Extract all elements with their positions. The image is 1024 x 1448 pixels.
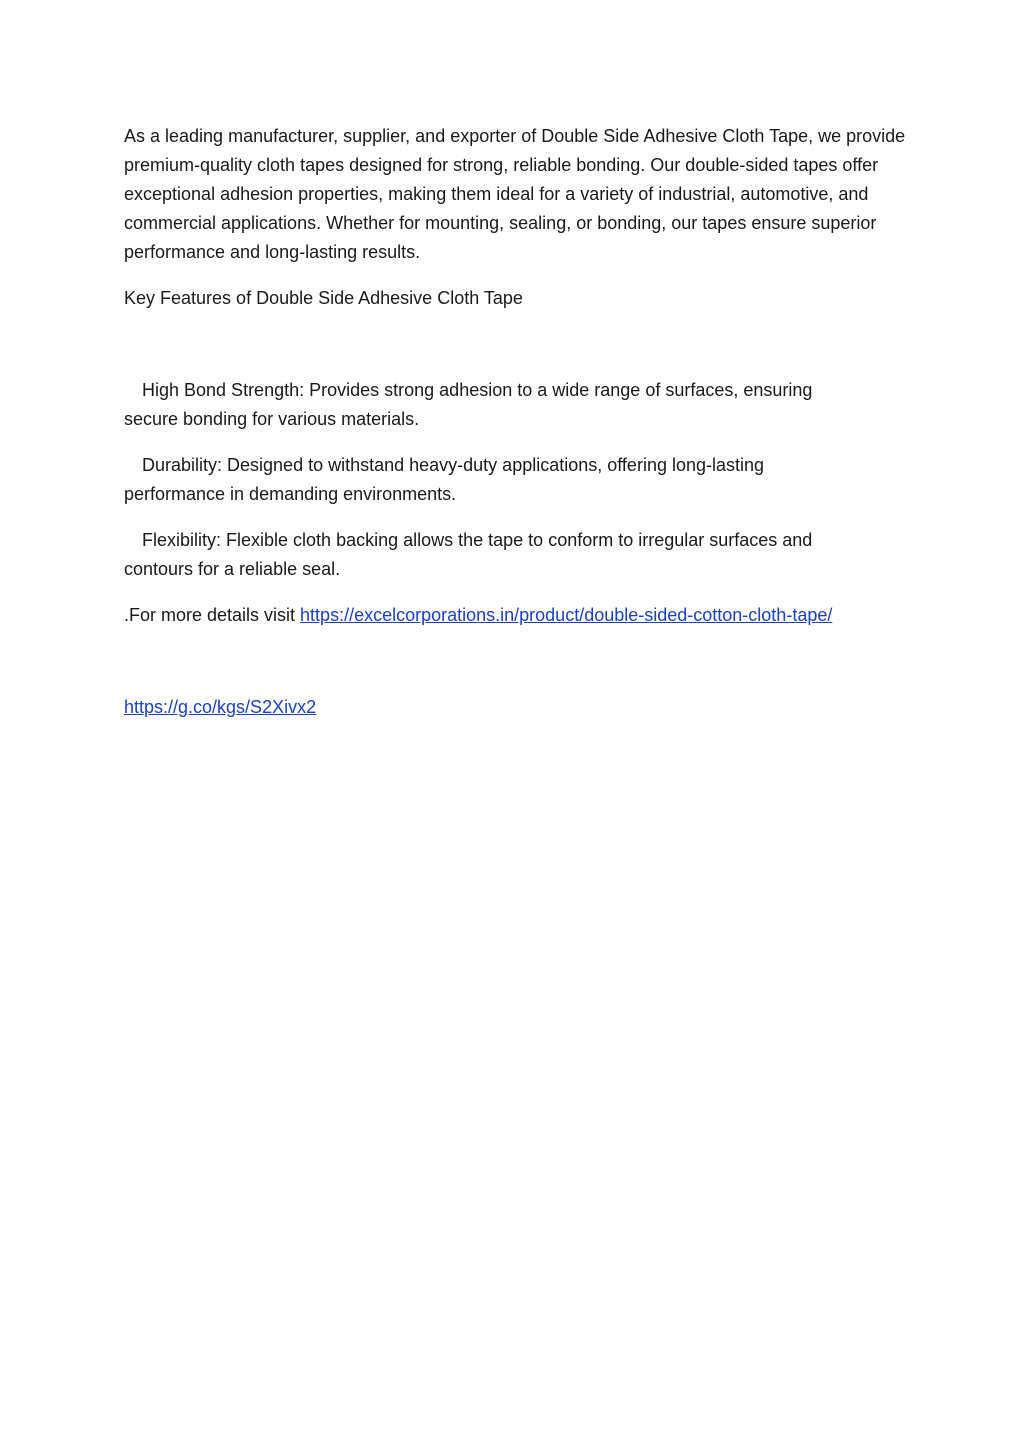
more-details-prefix: .For more details visit: [124, 605, 301, 625]
more-details-paragraph: [124, 601, 869, 630]
google-short-link[interactable]: https://g.co/kgs/S2Xivx2: [124, 697, 317, 717]
feature-high-bond-strength: [124, 376, 864, 434]
short-link-paragraph: [124, 693, 914, 722]
product-link[interactable]: https://excelcorporations.in/product/double-sided-cotton-cloth-tape/: [300, 605, 833, 625]
intro-paragraph: As a leading manufacturer, supplier, and exporter of Double Side Adhesive Cloth Tape, we provide premium-quality cloth tapes designed for strong, reliable bonding. Our double-sided tapes offer exceptional adhesion properties, making them ideal for a variety of industrial, automotive, and commercial applications. Whether for mounting, sealing, or bonding, our tapes ensure superior performance and long-lasting results.: [124, 126, 906, 262]
features-heading: Key Features of Double Side Adhesive Cloth Tape: [124, 288, 523, 308]
feature-text: Flexibility: Flexible cloth backing allows the tape to conform to irregular surfaces and contours for a reliable seal.: [124, 530, 813, 579]
feature-durability: [124, 451, 864, 509]
feature-flexibility: [124, 526, 864, 584]
feature-text: High Bond Strength: Provides strong adhesion to a wide range of surfaces, ensuring secure bonding for various materials.: [124, 380, 813, 429]
feature-text: Durability: Designed to withstand heavy-duty applications, offering long-lasting performance in demanding environments.: [124, 455, 765, 504]
document-page: [124, 122, 914, 722]
